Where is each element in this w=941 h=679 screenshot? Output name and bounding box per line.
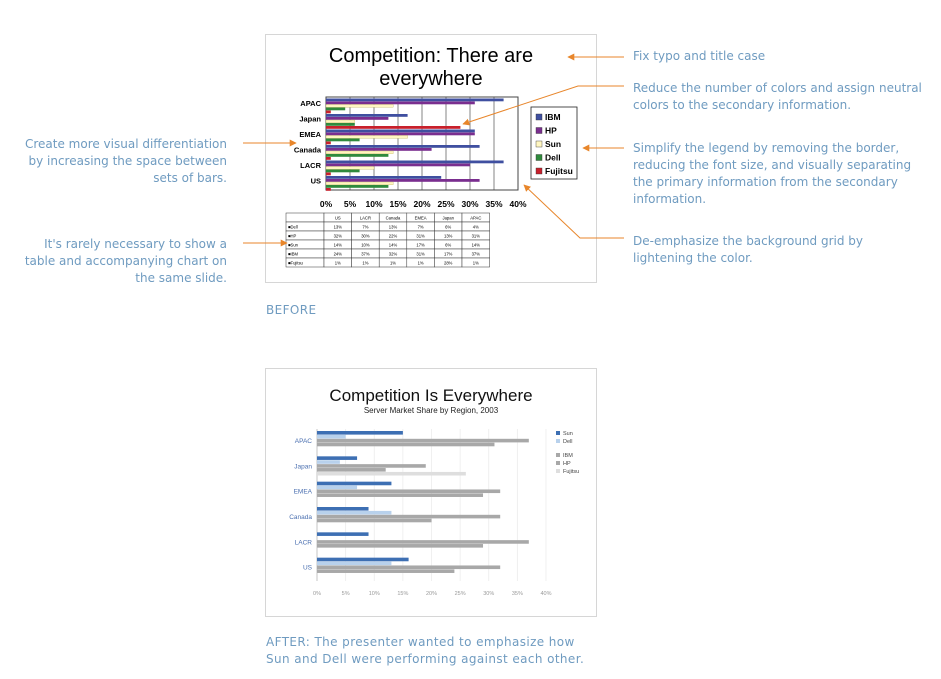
after-category-label: US xyxy=(302,564,312,572)
before-table-text: 31% xyxy=(471,233,480,239)
after-bar-ibm xyxy=(317,515,500,519)
before-table-text: 6% xyxy=(445,242,452,248)
before-data-table xyxy=(286,213,490,267)
annotation-table-note: It's rarely necessary to show a table and accompanying chart on the same slide. xyxy=(24,237,227,285)
before-x-tick: 25% xyxy=(437,199,455,209)
after-bar-sun xyxy=(317,532,369,536)
before-x-tick: 15% xyxy=(389,199,407,209)
after-legend xyxy=(556,431,579,475)
before-table-text: 30% xyxy=(361,233,370,239)
before-legend-label: Sun xyxy=(545,139,562,149)
before-title-line2: everywhere xyxy=(379,68,483,90)
after-bar-ibm xyxy=(317,489,500,493)
before-x-tick: 0% xyxy=(319,199,333,209)
after-bar-hp xyxy=(317,519,432,523)
before-bar-fujitsu xyxy=(326,173,331,176)
before-bar-fujitsu xyxy=(326,142,331,145)
after-legend-swatch xyxy=(556,431,560,435)
after-legend-label: HP xyxy=(563,461,571,467)
before-table-text: 17% xyxy=(444,251,453,257)
before-slide xyxy=(265,34,597,283)
before-table-text: 14% xyxy=(333,242,342,248)
before-bar-dell xyxy=(326,154,388,157)
before-table-text: 10% xyxy=(361,242,370,248)
before-table-text: LACR xyxy=(359,215,371,221)
before-table-text: 13% xyxy=(388,224,398,230)
before-x-tick: 20% xyxy=(413,199,431,209)
after-category-label: Canada xyxy=(289,514,312,521)
after-bar-hp xyxy=(317,443,494,447)
before-table-text: 1% xyxy=(472,260,479,266)
after-bar-ibm xyxy=(317,540,529,544)
before-table-text: 1% xyxy=(334,260,341,266)
before-table-text: 37% xyxy=(361,251,370,257)
after-legend-swatch xyxy=(556,461,560,465)
after-category-label: EMEA xyxy=(293,488,312,496)
after-bar-hp xyxy=(317,468,386,472)
before-x-tick: 40% xyxy=(509,199,527,209)
after-bar-hp xyxy=(317,544,483,548)
after-bar-hp xyxy=(317,569,454,573)
before-bar-ibm xyxy=(326,99,504,102)
annotation-visual-differentiation: Create more visual differentiation by increasing the space between sets of bars. xyxy=(24,137,227,185)
before-table-text: 32% xyxy=(333,233,342,239)
before-legend-label: Fujitsu xyxy=(545,166,573,176)
before-table-text: EMEA xyxy=(414,215,427,221)
before-x-tick: 35% xyxy=(485,199,503,209)
before-category-label: APAC xyxy=(300,99,321,108)
after-bar-sun xyxy=(317,431,403,435)
after-bar-ibm xyxy=(317,439,529,443)
before-bar-ibm xyxy=(326,145,480,148)
after-subtitle: Server Market Share by Region, 2003 xyxy=(363,406,499,415)
after-category-label: LACR xyxy=(294,539,312,547)
after-legend-swatch xyxy=(556,469,560,473)
after-category-label: Japan xyxy=(294,463,312,471)
before-table-text: 1% xyxy=(362,260,369,266)
before-category-label: LACR xyxy=(300,161,321,170)
after-bar-dell xyxy=(317,562,391,566)
before-bar-hp xyxy=(326,102,475,105)
after-caption: AFTER: The presenter wanted to emphasize how Sun and Dell were performing against each other. xyxy=(266,635,585,666)
after-bar-sun xyxy=(317,558,409,562)
before-bar-sun xyxy=(326,151,393,154)
before-table-text: 31% xyxy=(416,233,425,239)
after-legend-label: Fujitsu xyxy=(563,469,580,475)
before-table-cell xyxy=(286,213,324,222)
after-bar-dell xyxy=(317,486,357,490)
before-bar-hp xyxy=(326,179,480,182)
before-bar-dell xyxy=(326,170,360,173)
before-table-text: ■Dell xyxy=(288,224,298,230)
before-table-text: APAC xyxy=(470,215,482,221)
before-table-text: US xyxy=(334,215,341,221)
before-bar-dell xyxy=(326,139,360,142)
before-table-text: 32% xyxy=(388,251,398,257)
before-x-tick: 5% xyxy=(343,199,357,209)
before-category-label: Japan xyxy=(299,114,321,124)
before-table-text: 14% xyxy=(471,242,480,248)
before-title-line1: Competition: There are xyxy=(328,45,534,67)
before-table-text: 7% xyxy=(417,224,424,230)
before-bar-sun xyxy=(326,167,374,170)
after-bar-sun xyxy=(317,456,357,460)
before-bar-fujitsu xyxy=(326,111,331,114)
after-bar-hp xyxy=(317,493,483,497)
after-category-label: APAC xyxy=(294,438,312,445)
before-bar-sun xyxy=(326,120,355,123)
before-bar-sun xyxy=(326,182,393,185)
before-table-text: 28% xyxy=(444,260,453,266)
after-x-tick: 40% xyxy=(540,591,552,597)
after-bar-ibm xyxy=(317,565,500,569)
after-bar-sun xyxy=(317,482,391,486)
before-table-text: 31% xyxy=(416,251,425,257)
after-legend-label: Dell xyxy=(563,439,573,445)
before-legend-swatch xyxy=(536,168,542,174)
before-legend-swatch xyxy=(536,155,542,161)
before-bar-ibm xyxy=(326,114,408,117)
before-bar-hp xyxy=(326,133,475,136)
after-legend-swatch xyxy=(556,439,560,443)
before-label: BEFORE xyxy=(266,303,317,317)
before-bar-hp xyxy=(326,117,388,120)
before-table-text: 14% xyxy=(388,242,398,248)
before-bar-dell xyxy=(326,108,345,111)
before-bar-ibm xyxy=(326,176,441,179)
before-x-tick: 10% xyxy=(365,199,383,209)
after-slide xyxy=(265,368,597,617)
after-x-tick: 5% xyxy=(341,591,350,597)
before-table-text: 24% xyxy=(333,251,342,257)
after-chart xyxy=(266,369,596,616)
after-x-tick: 35% xyxy=(511,591,523,597)
before-bar-ibm xyxy=(326,130,475,133)
before-table-text: Canada xyxy=(385,215,401,221)
before-table-text: 13% xyxy=(444,233,453,239)
before-table-text: 17% xyxy=(416,242,425,248)
before-legend-swatch xyxy=(536,128,542,134)
after-title: Competition Is Everywhere xyxy=(329,386,533,405)
after-bar-fujitsu xyxy=(317,472,466,476)
before-table-text: 7% xyxy=(362,224,369,230)
before-table-text: 22% xyxy=(388,233,398,239)
before-legend-label: Dell xyxy=(545,152,561,163)
before-bar-dell xyxy=(326,123,355,126)
after-legend-label: IBM xyxy=(563,453,573,459)
before-table-text: ■IBM xyxy=(288,251,298,257)
after-x-tick: 30% xyxy=(483,591,495,597)
after-x-tick: 0% xyxy=(313,591,321,597)
after-bar-dell xyxy=(317,511,391,515)
before-legend-label: HP xyxy=(545,125,557,136)
before-chart xyxy=(266,35,596,282)
before-bar-ibm xyxy=(326,161,504,164)
after-legend-swatch xyxy=(556,453,560,457)
after-bar-sun xyxy=(317,507,369,511)
before-x-tick: 30% xyxy=(461,199,479,209)
before-table-text: 37% xyxy=(471,251,480,257)
after-bar-ibm xyxy=(317,464,426,468)
before-legend xyxy=(531,107,577,179)
before-category-label: EMEA xyxy=(299,130,321,139)
before-table-text: ■Sun xyxy=(288,242,298,248)
before-bar-sun xyxy=(326,105,393,108)
before-table-text: Japan xyxy=(442,215,454,221)
before-table-text: 1% xyxy=(417,260,424,266)
after-legend-label: Sun xyxy=(563,431,573,437)
before-bar-fujitsu xyxy=(326,188,331,191)
before-bar-dell xyxy=(326,185,388,188)
before-table-text: 13% xyxy=(333,224,342,230)
after-x-tick: 15% xyxy=(397,591,409,597)
before-bar-sun xyxy=(326,136,408,139)
after-x-tick: 20% xyxy=(425,591,438,597)
before-bar-fujitsu xyxy=(326,126,460,129)
before-bar-fujitsu xyxy=(326,157,331,160)
before-table-text: 6% xyxy=(445,224,452,230)
after-bar-dell xyxy=(317,460,340,464)
before-category-label: US xyxy=(310,176,321,186)
annotation-fix-typo: Fix typo and title case xyxy=(633,49,766,63)
before-table-text: 1% xyxy=(389,260,397,266)
before-bar-hp xyxy=(326,148,432,151)
annotation-reduce-colors: Reduce the number of colors and assign neutral colors to the secondary information. xyxy=(633,81,922,112)
annotation-simplify-legend: Simplify the legend by removing the border, reducing the font size, and visually separating the primary information from the secondary information. xyxy=(633,141,912,206)
before-legend-swatch xyxy=(536,114,542,120)
annotation-deemphasize-grid: De-emphasize the background grid by lightening the color. xyxy=(633,234,864,265)
before-table-text: ■HP xyxy=(288,233,297,239)
after-x-tick: 25% xyxy=(454,591,466,597)
before-table-text: 4% xyxy=(472,224,479,230)
before-legend-swatch xyxy=(536,141,542,147)
after-bar-dell xyxy=(317,435,346,439)
before-category-label: Canada xyxy=(293,145,321,155)
after-x-tick: 10% xyxy=(368,591,380,597)
before-legend-label: IBM xyxy=(545,112,561,122)
before-table-text: ■Fujitsu xyxy=(288,260,303,266)
before-bar-hp xyxy=(326,164,470,167)
